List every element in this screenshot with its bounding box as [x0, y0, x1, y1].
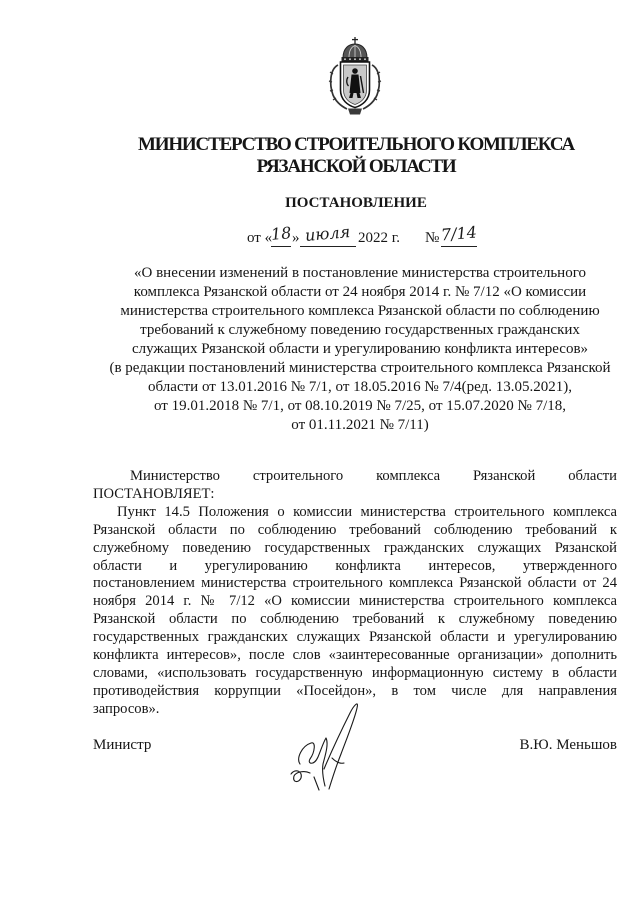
signature-icon [284, 698, 366, 794]
handwritten-month: июля [304, 222, 352, 245]
title-line: требований к служебному поведению государственных гражданских [140, 322, 580, 338]
body-line: запросов». [93, 700, 160, 717]
document-type-title: ПОСТАНОВЛЕНИЕ [285, 195, 427, 211]
title-line: от 01.11.2021 № 7/11) [291, 417, 429, 433]
handwritten-number: 7/14 [440, 222, 478, 245]
body-line: противодействия коррупции «Посейдон», в том числе для направления [93, 682, 617, 699]
arms-base [348, 109, 362, 115]
date-year: 2022 г. [358, 230, 400, 246]
signature-stroke [299, 738, 327, 786]
title-line: комплекса Рязанской области от 24 ноября 2014 г. № 7/12 «О комиссии [133, 284, 587, 300]
title-line: министерства строительного комплекса Рязанской области по соблюдению [120, 303, 600, 319]
signer-name: В.Ю. Меньшов [519, 737, 617, 753]
resolution-title [90, 264, 630, 435]
title-line: области от 13.01.2016 № 7/1, от 18.05.2016 № 7/4(ред. 13.05.2021), [148, 379, 572, 395]
resolution-body [93, 468, 617, 719]
number-sign: № [425, 230, 440, 246]
title-line: от 19.01.2018 № 7/1, от 08.10.2019 № 7/25, от 15.07.2020 № 7/18, [153, 398, 566, 414]
body-line: конфликта интересов», после слов «заинтересованные организации» дополнить [93, 647, 617, 664]
coat-of-arms-icon [324, 36, 386, 116]
body-line-resolves: ПОСТАНОВЛЯЕТ: [93, 485, 215, 502]
crown [342, 37, 369, 62]
signature-stroke [324, 704, 357, 789]
body-line: ноября 2014 г. № 7/12 «О комиссии министерства строительного комплекса [93, 593, 617, 610]
body-line: Рязанской области по соблюдению требований соблюдению требований к [93, 521, 617, 538]
date-month-field [300, 224, 356, 247]
date-day-field [271, 224, 291, 247]
body-line: области и урегулированию конфликта интересов, утвержденного [93, 557, 617, 574]
handwritten-day: 18 [270, 223, 293, 244]
body-line: Пункт 14.5 Положения о комиссии министерства строительного комплекса [117, 503, 617, 520]
body-line: постановлением министерства строительного комплекса Рязанской области от 24 [93, 575, 617, 592]
signature-stroke [291, 771, 310, 782]
ministry-name-line-2: РЯЗАНСКОЙ ОБЛАСТИ [256, 156, 456, 177]
title-line: «О внесении изменений в постановление министерства строительного [134, 265, 586, 281]
body-line: Рязанской области по соблюдению требований к служебному поведению [93, 611, 617, 628]
body-line: Министерство строительного комплекса Рязанской области [130, 468, 617, 484]
title-line: служащих Рязанской области и урегулированию конфликта интересов» [131, 341, 589, 357]
signature-stroke [314, 758, 344, 790]
body-line: государственных гражданских служащих Рязанской области и урегулированию [93, 629, 617, 646]
body-line: служебному поведению государственных гражданских служащих Рязанской [93, 539, 617, 556]
body-line: словами, «использовать государственную информационную систему в области [93, 664, 617, 681]
date-prefix: от « [247, 230, 273, 246]
ministry-name-line-1: МИНИСТЕРСТВО СТРОИТЕЛЬНОГО КОМПЛЕКСА [138, 134, 574, 155]
title-line: (в редакции постановлений министерства строительного комплекса Рязанской [109, 360, 611, 376]
signer-position: Министр [93, 737, 152, 753]
document-number-field [441, 224, 477, 247]
date-day-close: » [292, 230, 300, 246]
